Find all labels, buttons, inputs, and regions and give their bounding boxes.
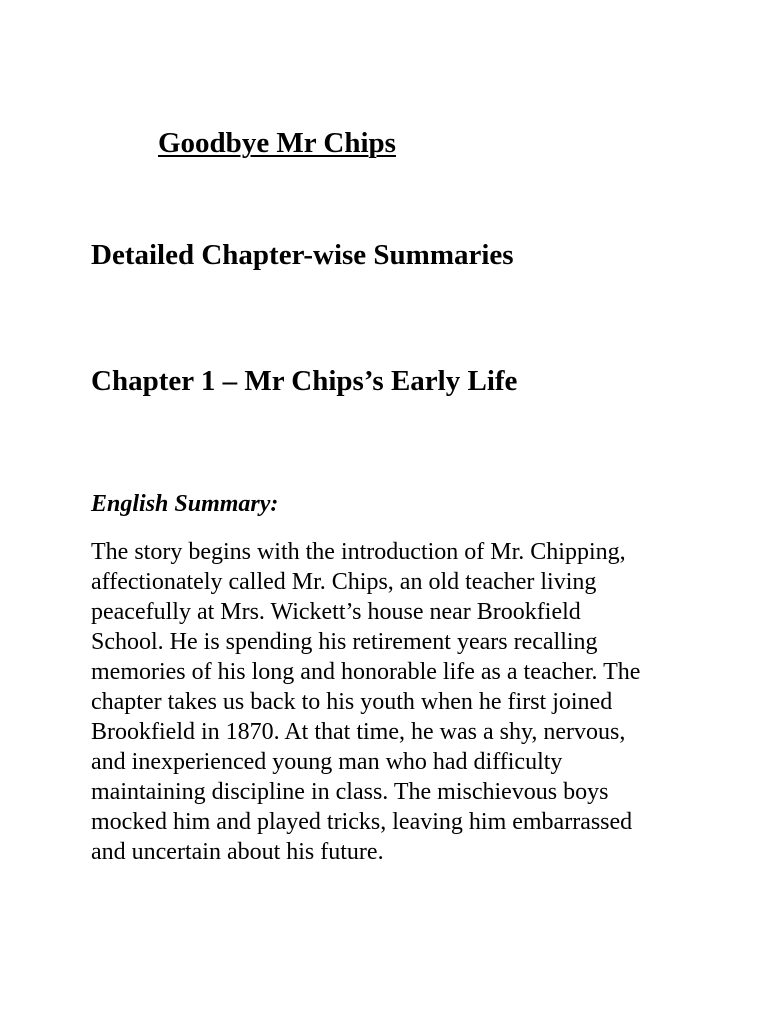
summary-line: Brookfield in 1870. At that time, he was a shy, nervous, bbox=[91, 719, 626, 745]
summary-line: The story begins with the introduction of Mr. Chipping, bbox=[91, 539, 626, 565]
summary-label: English Summary: bbox=[91, 491, 279, 517]
summary-line: mocked him and played tricks, leaving him embarrassed bbox=[91, 809, 633, 835]
summary-line: maintaining discipline in class. The mischievous boys bbox=[91, 779, 609, 805]
summary-line: and inexperienced young man who had difficulty bbox=[91, 749, 563, 775]
summary-paragraph bbox=[91, 537, 691, 867]
summary-line: and uncertain about his future. bbox=[91, 839, 384, 865]
summary-line: peacefully at Mrs. Wickett’s house near Brookfield bbox=[91, 599, 581, 625]
document-subtitle: Detailed Chapter-wise Summaries bbox=[91, 239, 514, 271]
summary-line: chapter takes us back to his youth when he first joined bbox=[91, 689, 613, 715]
document-title: Goodbye Mr Chips bbox=[158, 127, 396, 159]
summary-line: memories of his long and honorable life as a teacher. The bbox=[91, 659, 641, 685]
summary-line: affectionately called Mr. Chips, an old teacher living bbox=[91, 569, 597, 595]
summary-line: School. He is spending his retirement years recalling bbox=[91, 629, 598, 655]
chapter-heading: Chapter 1 – Mr Chips’s Early Life bbox=[91, 365, 518, 397]
